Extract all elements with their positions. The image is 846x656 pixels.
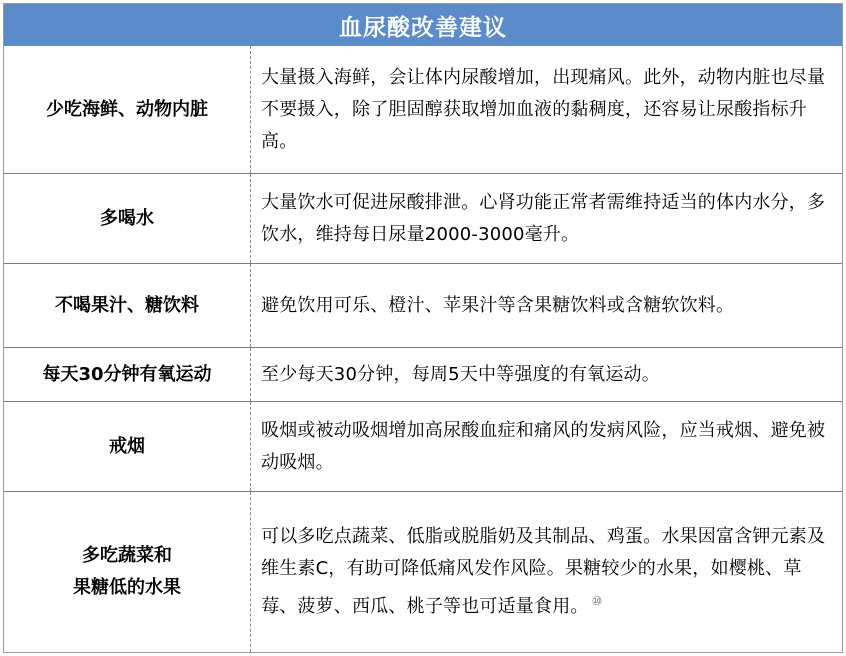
table-row-vegetables [4, 492, 842, 652]
footnote-marker: ⑩ [591, 594, 603, 608]
row-label: 少吃海鲜、动物内脏 [46, 98, 208, 120]
row-label: 多喝水 [100, 207, 154, 229]
column-divider [250, 46, 251, 173]
table-row-seafood [4, 46, 842, 174]
row-description: 吸烟或被动吸烟增加高尿酸血症和痛风的发病风险，应当戒烟、避免被动吸烟。 [261, 419, 826, 473]
row-label: 不喝果汁、糖饮料 [55, 294, 199, 316]
row-description: 大量摄入海鲜，会让体内尿酸增加，出现痛风。此外，动物内脏也尽量不要摄入，除了胆固醇获取增加血液的黏稠度，还容易让尿酸指标升高。 [261, 66, 826, 152]
row-description-cell [261, 46, 830, 173]
table-row-smoking [4, 402, 842, 492]
row-description: 可以多吃点蔬菜、低脂或脱脂奶及其制品、鸡蛋。水果因富含钾元素及维生素C，有助可降低痛风发作风险。果糖较少的水果，如樱桃、草莓、菠萝、西瓜、桃子等也可适量食用。 [261, 526, 826, 617]
row-label: 戒烟 [109, 435, 145, 457]
column-divider [250, 402, 251, 491]
table-title: 血尿酸改善建议 [339, 13, 507, 41]
row-description-cell [261, 402, 830, 491]
row-description: 避免饮用可乐、橙汁、苹果汁等含果糖饮料或含糖软饮料。 [261, 294, 735, 316]
row-description-cell [261, 348, 830, 401]
row-description: 至少每天30分钟，每周5天中等强度的有氧运动。 [261, 363, 660, 385]
column-divider [250, 174, 251, 263]
row-label: 每天30分钟有氧运动 [42, 363, 212, 385]
table-row-water [4, 174, 842, 264]
advice-table [3, 3, 843, 653]
table-row-juice [4, 264, 842, 348]
row-label: 多吃蔬菜和 果糖低的水果 [73, 545, 181, 598]
row-description-wrap [261, 521, 830, 623]
row-description-cell [261, 174, 830, 263]
column-divider [250, 492, 251, 652]
column-divider [250, 264, 251, 347]
row-description: 大量饮水可促进尿酸排泄。心肾功能正常者需维持适当的体内水分，多饮水，维持每日尿量2000-3000毫升。 [261, 191, 826, 245]
table-header [4, 4, 842, 46]
table-row-exercise [4, 348, 842, 402]
row-description-cell [261, 264, 830, 347]
row-description-cell [261, 492, 830, 652]
column-divider [250, 348, 251, 401]
